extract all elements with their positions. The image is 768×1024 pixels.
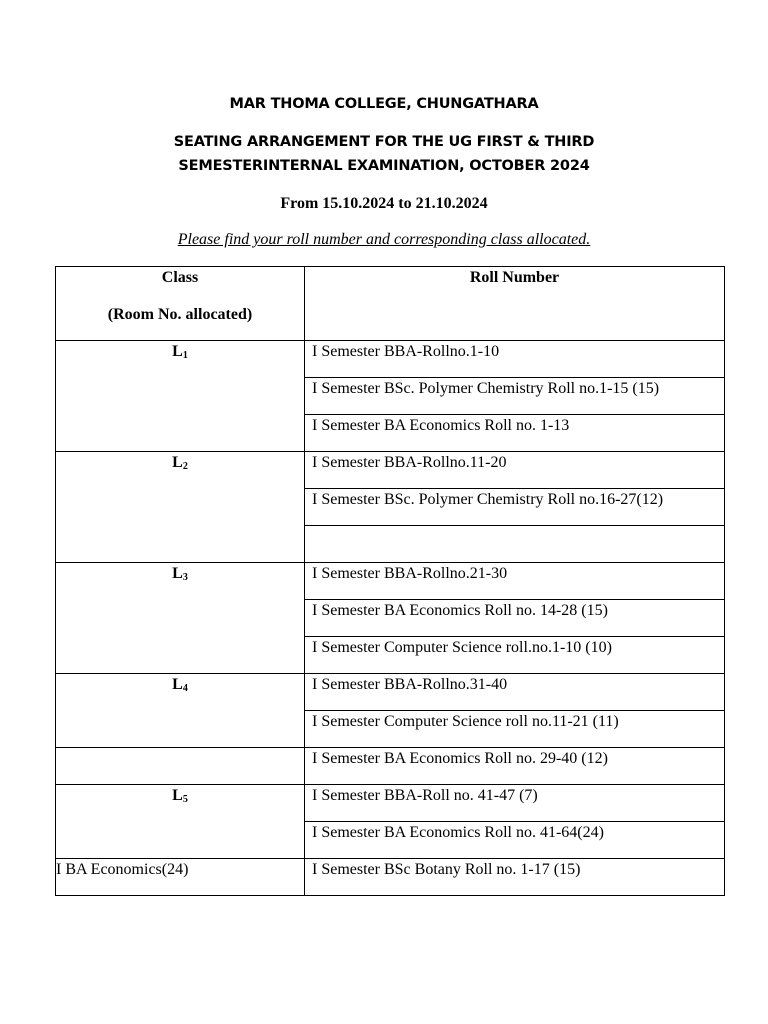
room-cell bbox=[56, 674, 305, 748]
room-number: 2 bbox=[182, 461, 188, 472]
instruction-text: Please find your roll number and corresponding class allocated. bbox=[177, 231, 591, 248]
exam-dates: From 15.10.2024 to 21.10.2024 bbox=[280, 195, 488, 212]
table-row bbox=[56, 748, 725, 785]
room-label: L bbox=[172, 343, 183, 360]
roll-number-cell: I Semester BBA-Rollno.11-20 bbox=[305, 452, 725, 489]
room-allocated-label: (Room No. allocated) bbox=[107, 306, 253, 323]
table-header-row bbox=[56, 267, 725, 341]
document-title-line-1: SEATING ARRANGEMENT FOR THE UG FIRST & THIRD bbox=[173, 134, 595, 150]
roll-number-cell: I Semester BSc. Polymer Chemistry Roll no.16-27(12) bbox=[305, 489, 725, 526]
roll-number-cell: I Semester BBA-Rollno.31-40 bbox=[305, 674, 725, 711]
class-header-label: Class bbox=[161, 269, 199, 286]
table-row bbox=[56, 674, 725, 711]
roll-number-cell: I Semester BBA-Roll no. 41-47 (7) bbox=[305, 785, 725, 822]
empty-roll-cell bbox=[305, 526, 725, 563]
roll-number-cell: I Semester BSc Botany Roll no. 1-17 (15) bbox=[305, 859, 725, 896]
room-number: 1 bbox=[182, 350, 188, 361]
empty-class-cell bbox=[56, 748, 305, 785]
roll-number-cell: I Semester BA Economics Roll no. 1-13 bbox=[305, 415, 725, 452]
roll-number-cell: I Semester BA Economics Roll no. 14-28 (15) bbox=[305, 600, 725, 637]
roll-number-cell: I Semester Computer Science roll.no.1-10 (10) bbox=[305, 637, 725, 674]
college-name: MAR THOMA COLLEGE, CHUNGATHARA bbox=[229, 96, 539, 112]
roll-number-cell: I Semester BBA-Rollno.21-30 bbox=[305, 563, 725, 600]
room-cell bbox=[56, 563, 305, 674]
room-label: L bbox=[172, 565, 183, 582]
roll-number-cell: I Semester BA Economics Roll no. 41-64(24) bbox=[305, 822, 725, 859]
room-cell bbox=[56, 452, 305, 563]
roll-number-cell: I Semester BBA-Rollno.1-10 bbox=[305, 341, 725, 378]
seating-table bbox=[55, 266, 725, 896]
room-cell bbox=[56, 341, 305, 452]
room-label: L bbox=[172, 787, 183, 804]
room-label: L bbox=[172, 454, 183, 471]
class-column-header bbox=[56, 267, 305, 341]
roll-number-cell: I Semester BSc. Polymer Chemistry Roll no.1-15 (15) bbox=[305, 378, 725, 415]
room-number: 3 bbox=[182, 572, 188, 583]
table-row bbox=[56, 785, 725, 822]
class-cell: I BA Economics(24) bbox=[56, 859, 305, 896]
table-row bbox=[56, 859, 725, 896]
roll-number-column-header bbox=[305, 267, 725, 341]
room-label: L bbox=[172, 676, 183, 693]
table-row bbox=[56, 452, 725, 489]
room-number: 5 bbox=[182, 794, 188, 805]
room-number: 4 bbox=[182, 683, 188, 694]
room-cell bbox=[56, 785, 305, 859]
roll-number-cell: I Semester Computer Science roll no.11-21 (11) bbox=[305, 711, 725, 748]
table-row bbox=[56, 341, 725, 378]
roll-number-cell: I Semester BA Economics Roll no. 29-40 (12) bbox=[305, 748, 725, 785]
document-title-line-2: SEMESTERINTERNAL EXAMINATION, OCTOBER 2024 bbox=[178, 158, 590, 174]
roll-number-header-label: Roll Number bbox=[469, 269, 560, 286]
table-row bbox=[56, 563, 725, 600]
